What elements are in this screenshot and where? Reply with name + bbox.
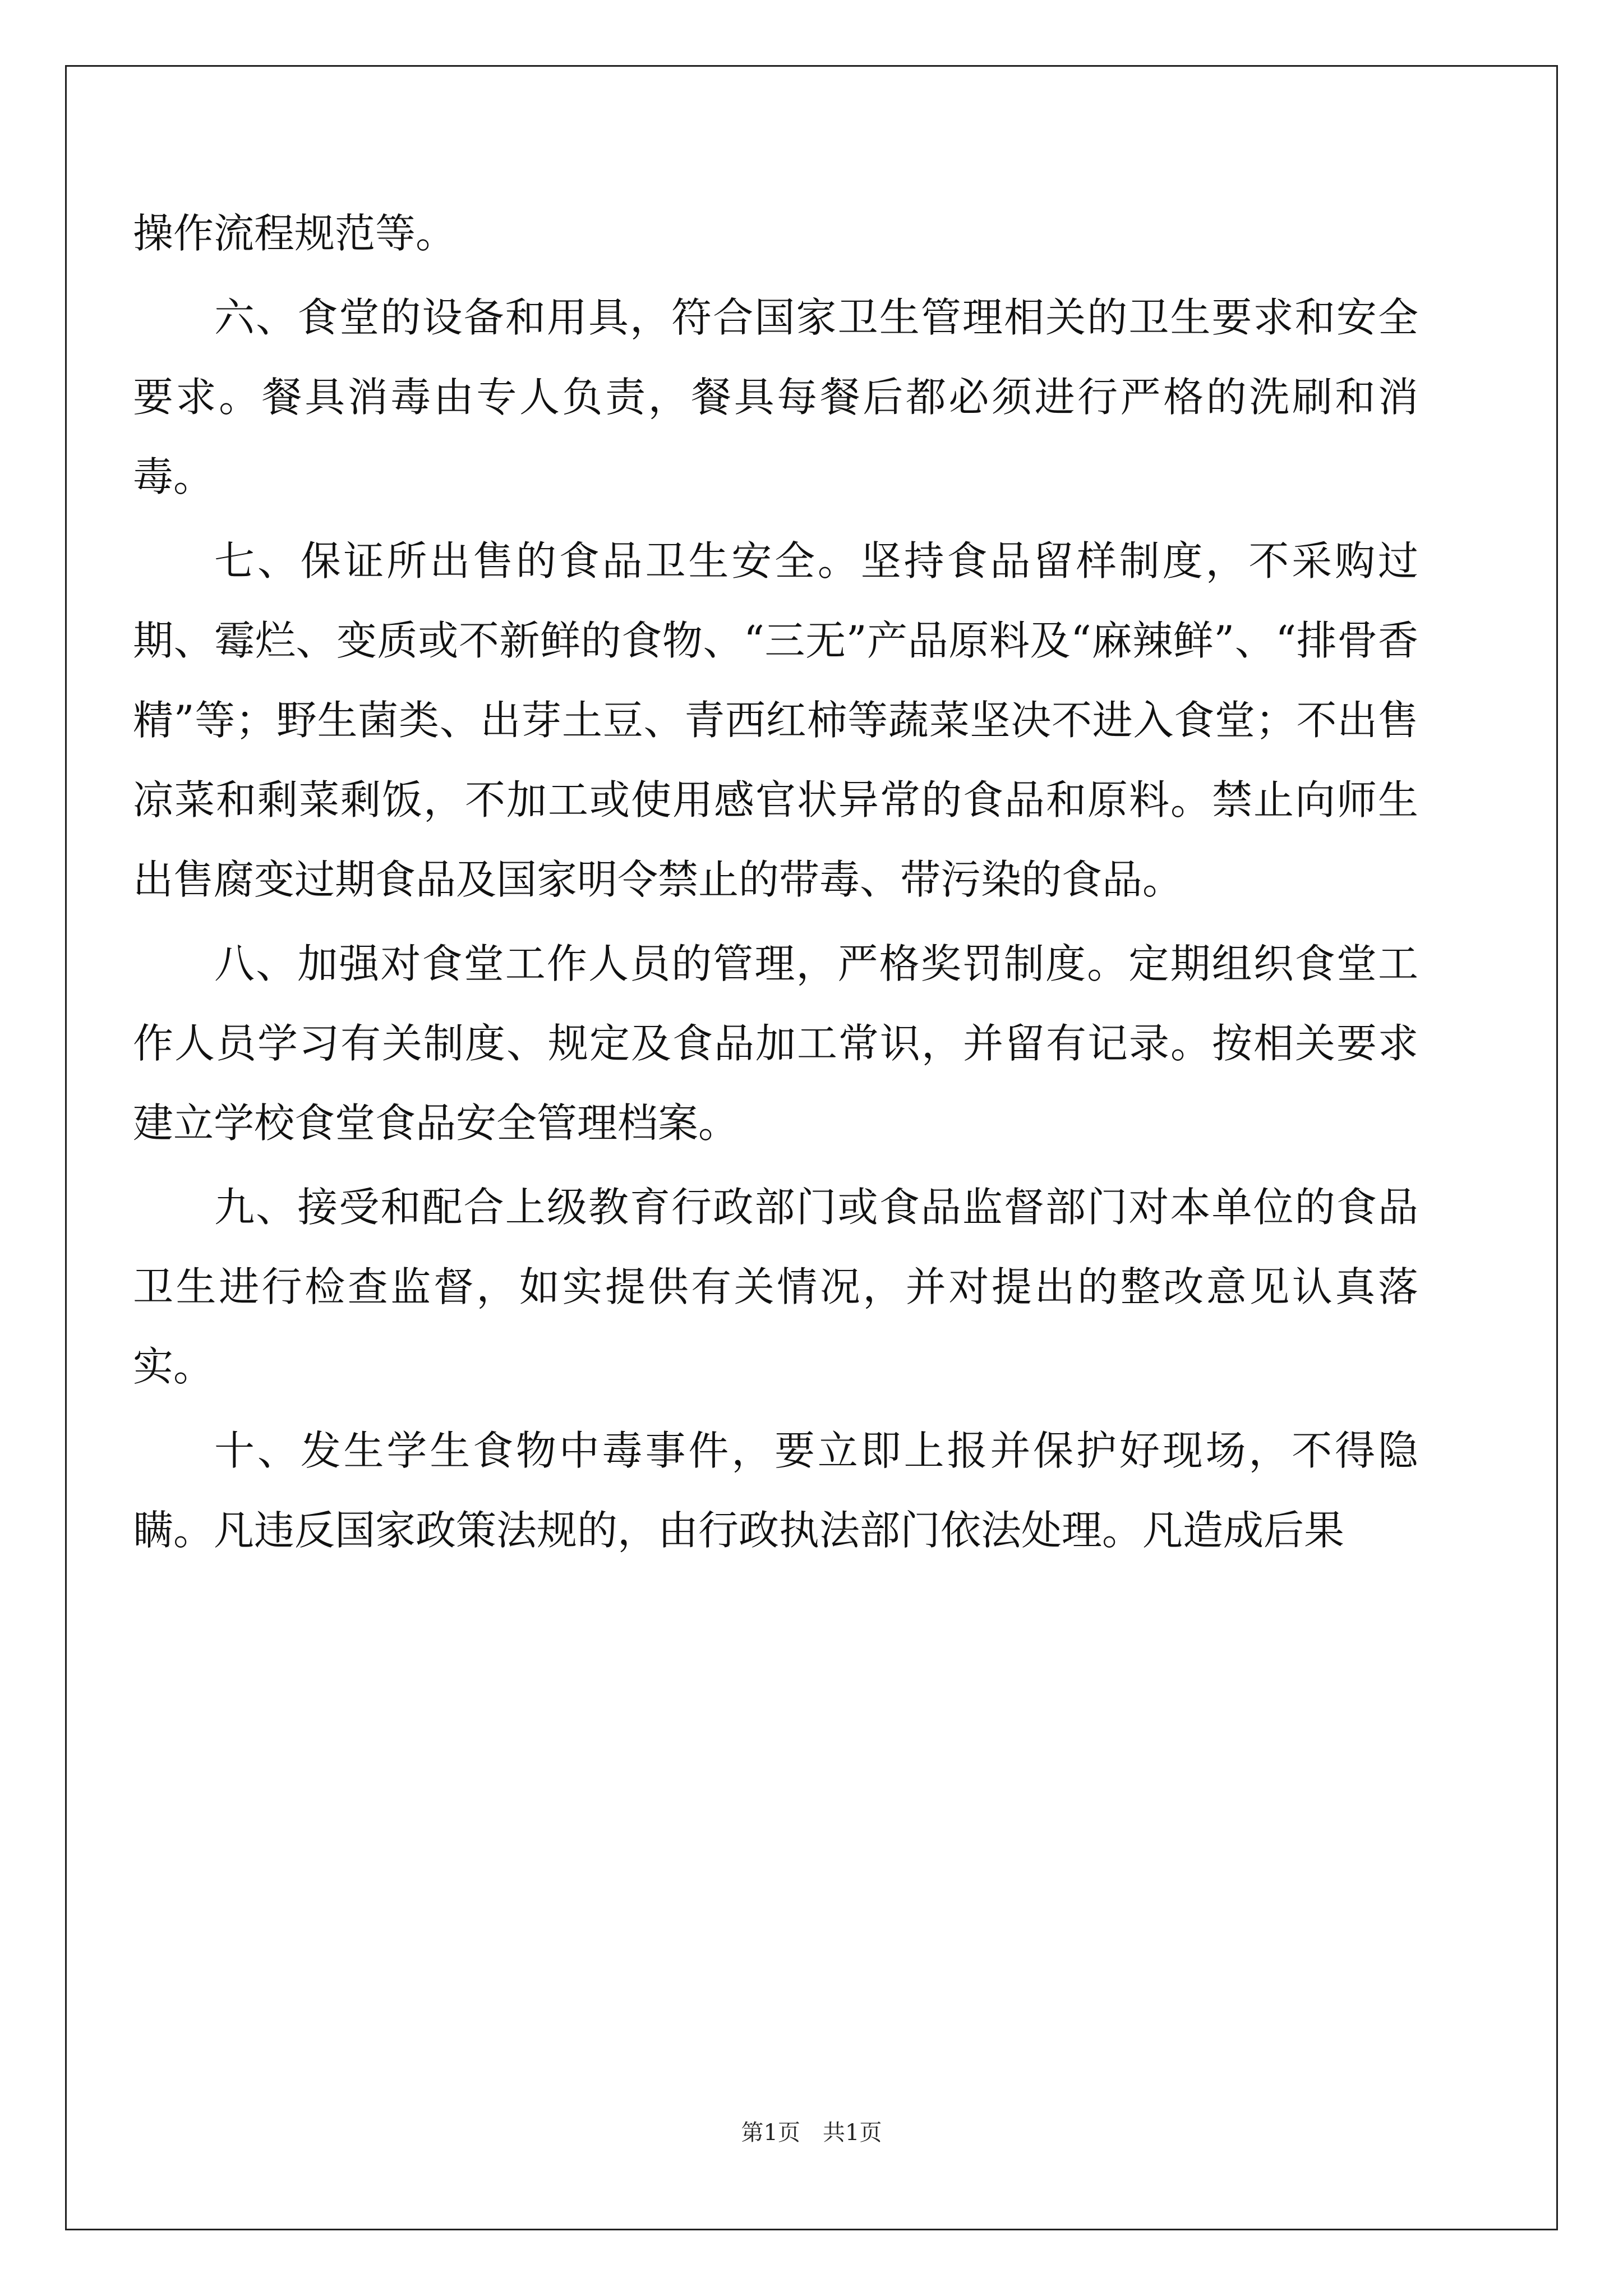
paragraph-2: 七、保证所出售的食品卫生安全。坚持食品留样制度，不采购过期、霉烂、变质或不新鲜的食物、“三无”产品原料及“麻辣鲜”、“排骨香精”等；野生菌类、出芽土豆、青西红柿等蔬菜坚决不进入食堂；不出售凉菜和剩菜剩饭，不加工或使用感官状异常的食品和原料。禁止向师生出售腐变过期食品及国家明令禁止的带毒、带污染的食品。 bbox=[133, 537, 1418, 903]
paragraph-4: 九、接受和配合上级教育行政部门或食品监督部门对本单位的食品卫生进行检查监督，如实提供有关情况，并对提出的整改意见认真落实。 bbox=[133, 1184, 1418, 1390]
document-body bbox=[133, 194, 1418, 1575]
paragraph-0: 操作流程规范等。 bbox=[133, 210, 457, 257]
paragraph-3: 八、加强对食堂工作人员的管理，严格奖罚制度。定期组织食堂工作人员学习有关制度、规定及食品加工常识，并留有记录。按相关要求建立学校食堂食品安全管理档案。 bbox=[133, 940, 1418, 1147]
page-footer: 第1页 共1页 bbox=[741, 2120, 882, 2146]
paragraph-5: 十、发生学生食物中毒事件，要立即上报并保护好现场，不得隐瞒。凡违反国家政策法规的，由行政执法部门依法处理。凡造成后果 bbox=[133, 1427, 1418, 1554]
paragraph-1: 六、食堂的设备和用具，符合国家卫生管理相关的卫生要求和安全要求。餐具消毒由专人负责，餐具每餐后都必须进行严格的洗刷和消毒。 bbox=[133, 294, 1418, 500]
